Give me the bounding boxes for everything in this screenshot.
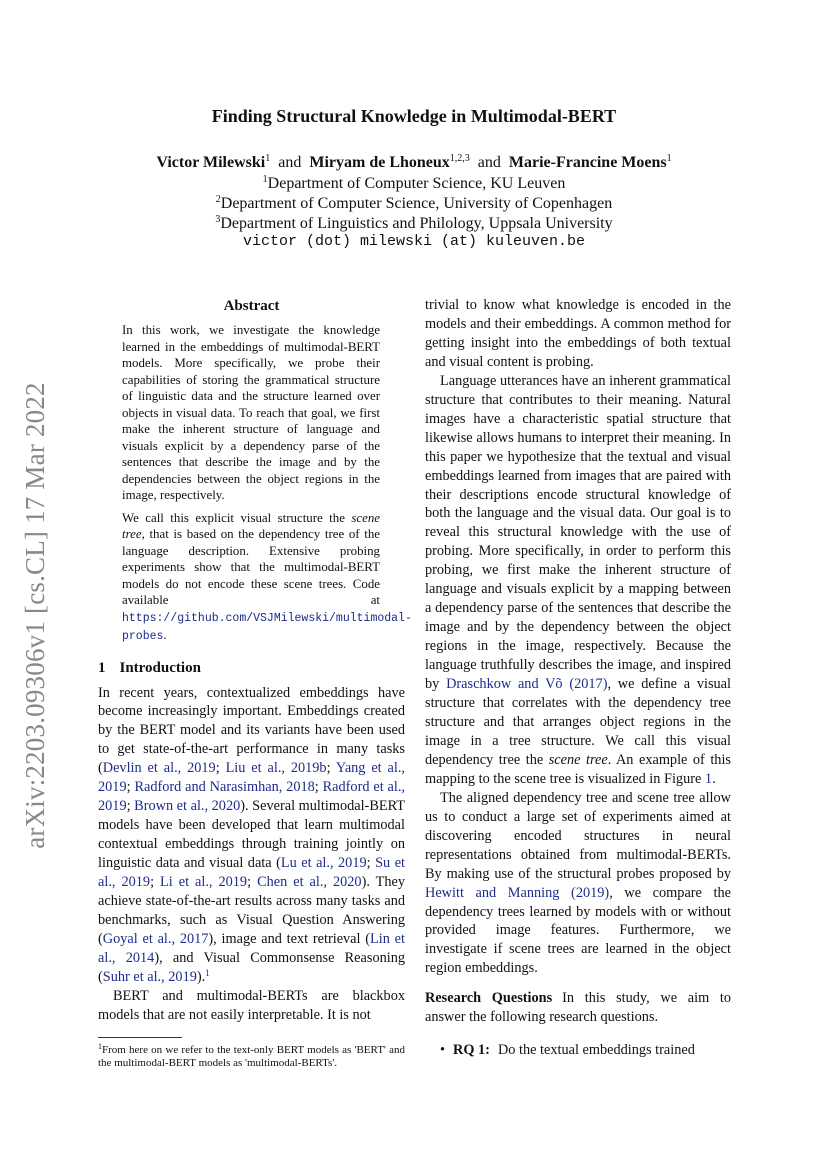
- section-heading: [98, 658, 405, 678]
- footnote-text: From here on we refer to the text-only BERT models as 'BERT' and the multimodal-BERT models as 'multimodal-BERTs'.: [98, 1043, 405, 1069]
- citation-link[interactable]: Radford and Narasimhan, 2018: [134, 779, 315, 796]
- affiliation-text: Department of Computer Science, University of Copenhagen: [220, 195, 613, 212]
- citation-link[interactable]: Goyal et al., 2017: [102, 930, 209, 947]
- citation-link[interactable]: Devlin et al., 2019: [102, 760, 216, 777]
- author-name: Marie-Francine Moens: [508, 154, 667, 171]
- citation-link[interactable]: Radford et al., 2019: [98, 779, 405, 815]
- footnote: [98, 1041, 405, 1070]
- abstract-heading: Abstract: [223, 298, 280, 314]
- citation-link[interactable]: Li et al., 2019: [160, 874, 248, 891]
- author-email: victor (dot) milewski (at) kuleuven.be: [242, 233, 586, 250]
- text-run: ;: [126, 779, 135, 796]
- citation-link[interactable]: Draschkow and Võ (2017): [446, 676, 608, 693]
- body-paragraph: [425, 372, 731, 789]
- citation-link[interactable]: Yang et al., 2019: [98, 760, 406, 796]
- paragraph-heading: Research Questions: [425, 990, 553, 1007]
- affiliation: [0, 174, 828, 194]
- section-number: 1: [98, 659, 106, 676]
- text-run: ;: [366, 855, 376, 872]
- section-title: Introduction: [119, 659, 201, 676]
- text-run: .: [163, 628, 167, 642]
- text-run: In this study, we aim to answer the following research questions.: [425, 990, 731, 1026]
- affiliation-mark: 2: [215, 194, 221, 205]
- author-affil-mark: 1: [666, 153, 672, 164]
- citation-link[interactable]: Liu et al., 2019b: [225, 760, 327, 777]
- text-run: ;: [326, 760, 336, 777]
- body-paragraph: [425, 789, 731, 979]
- body-paragraph: BERT and multimodal-BERTs are blackbox models that are not easily interpretable. It is not: [98, 987, 405, 1023]
- author-name: Victor Milewski: [156, 154, 266, 171]
- affiliation-text: Department of Linguistics and Philology, Uppsala University: [220, 215, 613, 232]
- author-name: Miryam de Lhoneux: [309, 154, 450, 171]
- citation-link[interactable]: Su et al., 2019: [98, 855, 406, 891]
- text-run: , we define a visual structure that correlates with the dependency tree structure and that arranges object regions in the image in a tree structure. We call this visual dependency tree the: [425, 676, 732, 768]
- text-run: . An example of this mapping to the scene tree is visualized in Figure: [425, 751, 731, 787]
- text-run: ;: [126, 798, 135, 815]
- research-questions-paragraph: [425, 989, 731, 1027]
- text-run: ). They achieve state-of-the-art results across many tasks and benchmarks, such as Visual Question Answering (: [98, 874, 406, 947]
- emphasis: scene tree: [548, 751, 608, 768]
- text-run: ), image and text retrieval (: [208, 930, 371, 947]
- text-run: ), and Visual Commonsense Reasoning (: [98, 949, 406, 985]
- text-run: ).: [196, 968, 206, 985]
- abstract-paragraph: In this work, we investigate the knowledge learned in the embeddings of multimodal-BERT models. More specifically, we probe their capabilities of storing the grammatical structure of linguistic data and the structure learned over objects in visual data. To reach that goal, we first make the inherent structure of language and visuals explicit by a dependency parse of the sentences that describe the image and by the dependencies between the object regions in the image, respectively.: [122, 323, 380, 502]
- arxiv-watermark: [20, 355, 50, 875]
- text-run: ;: [150, 874, 161, 891]
- rq-text: Do the textual embeddings trained: [497, 1042, 695, 1059]
- affiliation: [0, 214, 828, 234]
- abstract-paragraph: [98, 510, 412, 646]
- author-list: [0, 153, 828, 173]
- affiliation-mark: 3: [215, 214, 221, 225]
- footnote-divider: [98, 1037, 182, 1038]
- figure-ref-link[interactable]: 1: [704, 770, 713, 787]
- author-affil-mark: 1,2,3: [449, 153, 470, 164]
- citation-link[interactable]: Lin et al., 2014: [98, 930, 405, 966]
- text-run: The aligned dependency tree and scene tree allow us to conduct a large set of experiments aimed at discovering encoded structures in neural representations obtained from multimodal-BERTs. By making use of the structural probes proposed by: [425, 789, 731, 882]
- text-run: , we compare the dependency trees learned by models with or without provided image features. Furthermore, we investigate if scene trees are learned in the object region embeddings.: [425, 884, 731, 977]
- emphasis: scene tree: [122, 510, 380, 541]
- footnote-mark: 1: [98, 1041, 102, 1051]
- arxiv-id: arXiv:2203.09306v1 [cs.CL] 17 Mar 2022: [19, 381, 50, 849]
- author-affil-mark: 1: [265, 153, 271, 164]
- text-run: , that is based on the dependency tree of the language description. Extensive probing experiments show that the multimodal-BERT models do not encode these scene trees. Code available at: [122, 527, 380, 607]
- text-run: We call this explicit visual structure the: [122, 510, 352, 525]
- text-run: In recent years, contextualized embeddings have become increasingly important. Embeddings created by the BERT model and its variants have been used to get state-of-the-art performance in many tasks (: [98, 684, 405, 777]
- bullet-icon: •: [440, 1042, 446, 1059]
- body-paragraph: trivial to know what knowledge is encoded in the models and their embeddings. A common method for getting insight into the embeddings of both textual and visual content is probing.: [425, 297, 731, 370]
- citation-link[interactable]: Lu et al., 2019: [280, 855, 367, 872]
- author-separator: and: [278, 154, 302, 171]
- footnote-marker-link[interactable]: 1: [205, 967, 210, 978]
- body-paragraph: [98, 684, 405, 987]
- text-run: Language utterances have an inherent grammatical structure that contributes to their meaning. Natural images have a characteristic spatial structure that likewise allows humans to interpret their meaning. In this paper we hypothesize that the textual and visual embeddings learned from images that are paired with their descriptions encode structural knowledge of both the language and the visual data. Our goal is to reveal this structural knowledge with the use of probing. More specifically, in order to perform this probing, we first make the inherent structure of language and visuals explicit by a mapping between a dependency parse of the sentences that describe the image and by the dependency between the object regions in the image, respectively. Because the language truthfully describes the image, and inspired by: [425, 372, 731, 693]
- citation-link[interactable]: Hewitt and Manning (2019): [425, 884, 610, 901]
- text-run: .: [712, 770, 716, 787]
- text-run: ;: [215, 760, 226, 777]
- text-run: ;: [314, 779, 323, 796]
- author-separator: and: [477, 154, 501, 171]
- rq-label: RQ 1:: [453, 1042, 490, 1059]
- affiliation: [0, 194, 828, 214]
- left-column: [98, 296, 412, 1070]
- affiliation-text: Department of Computer Science, KU Leuven: [267, 175, 566, 192]
- paper-title: Finding Structural Knowledge in Multimodal-BERT: [211, 106, 617, 126]
- text-run: ;: [247, 874, 258, 891]
- code-url-link[interactable]: https://github.com/VSJMilewski/multimodal-probes: [122, 611, 412, 643]
- citation-link[interactable]: Brown et al., 2020: [134, 798, 241, 815]
- right-column: [425, 296, 731, 1060]
- rq-bullet: [440, 1041, 731, 1060]
- citation-link[interactable]: Suhr et al., 2019: [102, 968, 197, 985]
- text-run: ). Several multimodal-BERT models have been developed that learn multimodal contextual embeddings through training jointly on linguistic data and visual data (: [98, 798, 406, 872]
- affiliation-mark: 1: [262, 174, 268, 185]
- citation-link[interactable]: Chen et al., 2020: [257, 874, 362, 891]
